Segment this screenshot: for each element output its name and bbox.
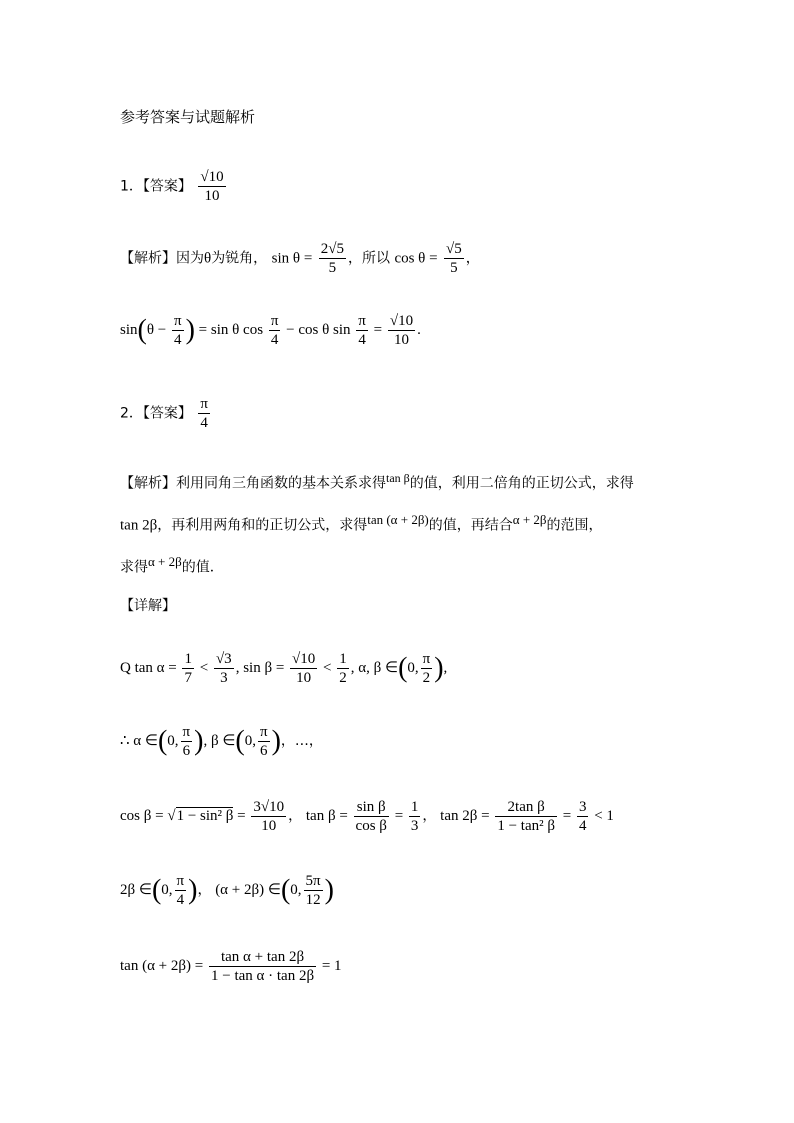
- q2-analysis-line-2: tan 2β，再利用两角和的正切公式，求得$^{tan (\alpha + 2\beta)}$的值，再结合$^{\alpha + 2\beta}$的范围，: [120, 512, 603, 534]
- cos-theta-fraction: $\frac{√5}{5}$: [446, 241, 462, 276]
- q1-analysis-line: 【解析】因为θ为锐角， sin θ = $\frac{2√5}{5}$ ，所以 cos θ = $\frac{√5}{5}$ ，: [120, 241, 480, 276]
- page-heading: 参考答案与试题解析: [120, 108, 256, 126]
- q2-analysis-line-1: 【解析】利用同角三角函数的基本关系求得$^{tan \beta}$的值，利用二倍角的正切公式，求得: [120, 471, 634, 492]
- q1-computation-line: sin(θ − $\frac{\pi}{4}$ ) = sin θ cos $\frac{\pi}{4}$ − cos θ sin $\frac{\pi}{4}$ = $\frac{√10}{10}$ .: [120, 313, 421, 348]
- q2-detail-line-2: ∴ α ∈(0, $\frac{\pi}{6}$ ), β ∈(0, $\frac{\pi}{6}$ )，…，: [120, 724, 323, 759]
- q2-answer-label: 2．【答案】: [120, 405, 192, 422]
- q2-detail-line-4: 2β ∈(0, $\frac{\pi}{4}$ )， (α + 2β) ∈(0, $\frac{5\pi}{12}$ ): [120, 873, 334, 908]
- q1-answer-line: [120, 168, 228, 205]
- q2-answer-line: [120, 395, 212, 432]
- q1-answer-label: 1．【答案】: [120, 178, 192, 195]
- q2-analysis-line-3: 求得$^{\alpha + 2\beta}$的值．: [120, 554, 224, 576]
- q2-answer-fraction: $\frac{\pi}{4}$: [200, 396, 208, 431]
- sin-theta-fraction: $\frac{2√5}{5}$: [320, 241, 344, 276]
- q2-detail-line-3: cos β = √1 − sin² β = $\frac{3√10}{10}$ ， tan β = $\frac{\text{sin β}}{\text{cos β}}$ = $\frac{1}{3}$ ， tan 2β = $\frac{\text{2tan β}}{\text{1 − tan² β}}$ = $\frac{3}{4}$ < 1: [120, 799, 614, 834]
- q2-detail-line-1: Q tan α = $\frac{1}{7}$ < $\frac{√3}{3}$ , sin β = $\frac{√10}{10}$ < $\frac{1}{2}$ , α, β ∈(0, $\frac{\pi}{2}$ ),: [120, 651, 448, 686]
- q1-answer-fraction: $\frac{√10}{10}$: [200, 169, 224, 204]
- q2-detail-label: 【详解】: [120, 598, 176, 614]
- q2-detail-line-5: tan (α + 2β) = $\frac{\text{tan α + tan 2β}}{\text{1 − tan α · tan 2β}}$ = 1: [120, 949, 342, 984]
